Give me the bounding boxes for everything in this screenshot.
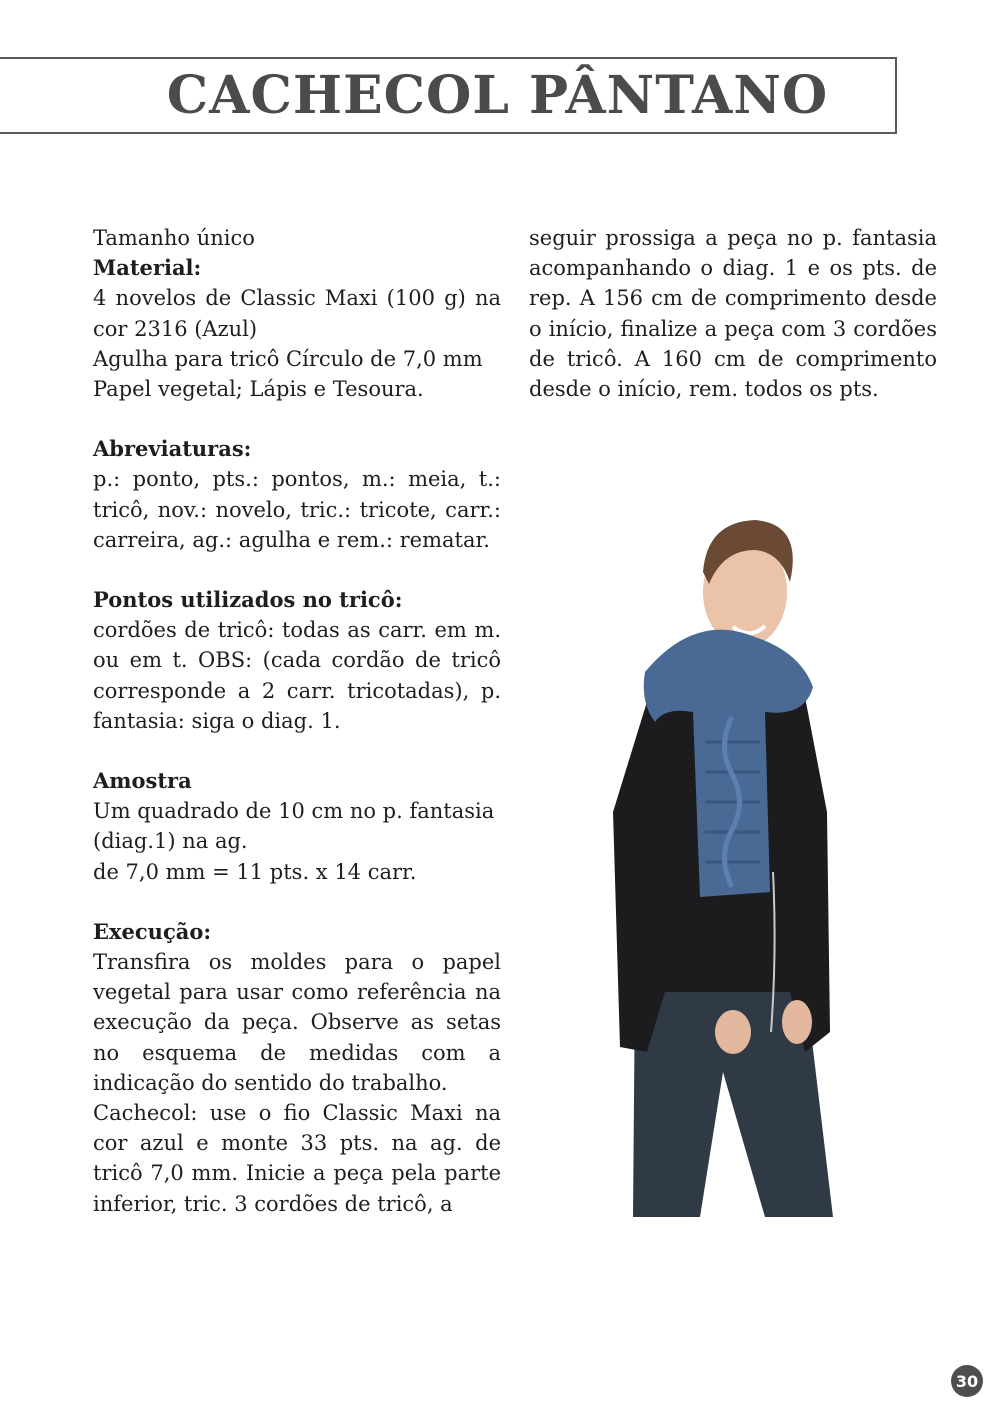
page-title: CACHECOL PÂNTANO (166, 65, 829, 126)
stitches-heading: Pontos utilizados no tricô: (93, 587, 403, 613)
size-text: Tamanho único (93, 226, 255, 250)
material-line-2: Agulha para tricô Círculo de 7,0 mm (93, 346, 483, 371)
execution-para-1: Transfira os moldes para o papel vegetal para usar como referência na execução da peça. Observe as setas no esquema de medidas com a indicação do sentido do trabalho. (93, 950, 501, 1095)
left-hand (715, 1010, 751, 1054)
title-box (0, 57, 897, 134)
abbrev-heading: Abreviaturas: (93, 436, 252, 462)
stitches-text: cordões de tricô: todas as carr. em m. ou em t. OBS: (cada cordão de tricô corresponde a 2 carr. tricotadas), p. fantasia: siga o diag. 1. (93, 618, 501, 733)
material-heading: Material: (93, 255, 202, 281)
right-hand (782, 1000, 812, 1044)
execution-heading: Execução: (93, 918, 212, 944)
left-column (93, 223, 501, 1219)
right-column (529, 223, 937, 404)
model-photo (605, 512, 840, 1217)
material-line-3: Papel vegetal; Lápis e Tesoura. (93, 377, 424, 402)
sample-line-2: de 7,0 mm = 11 pts. x 14 carr. (93, 859, 417, 884)
page-number: 30 (951, 1365, 983, 1397)
execution-continued: seguir prossiga a peça no p. fantasia acompanhando o diag. 1 e os pts. de rep. A 156 cm de comprimento desde o início, finalize a peça com 3 cordões de tricô. A 160 cm de comprimento desde o início, rem. todos os pts. (529, 226, 937, 402)
abbrev-text: p.: ponto, pts.: pontos, m.: meia, t.: tricô, nov.: novelo, tric.: tricote, carr.: carreira, ag.: agulha e rem.: rematar. (93, 467, 501, 552)
execution-para-2: Cachecol: use o fio Classic Maxi na cor azul e monte 33 pts. na ag. de tricô 7,0 mm. Inicie a peça pela parte inferior, tric. 3 cordões de tricô, a (93, 1101, 501, 1216)
sample-heading: Amostra (93, 768, 192, 794)
sample-line-1: Um quadrado de 10 cm no p. fantasia (diag.1) na ag. (93, 799, 495, 854)
material-line-1: 4 novelos de Classic Maxi (100 g) na cor 2316 (Azul) (93, 286, 501, 341)
